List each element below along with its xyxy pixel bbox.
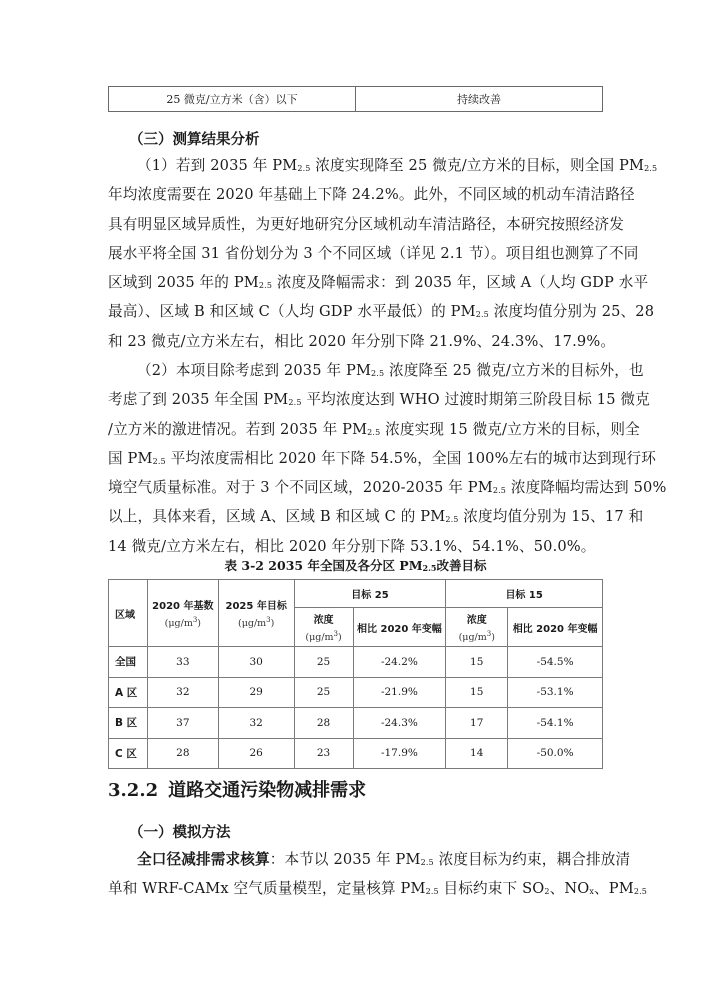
text-line xyxy=(108,297,655,326)
unit-label: $(\mu g/m^3)$ xyxy=(164,615,202,630)
header-goal-15: 目标 15 xyxy=(446,580,603,608)
cell-goal25-change: -24.3% xyxy=(353,708,446,739)
header-region: 区域 xyxy=(109,580,148,647)
cell-region: B 区 xyxy=(109,708,148,739)
subscript: 2.5 xyxy=(367,427,381,437)
unit-label: $(\mu g/m^3)$ xyxy=(238,615,275,630)
header-concentration-label: 浓度 xyxy=(313,614,334,626)
text-line xyxy=(108,210,625,239)
cell-goal15-change: -54.1% xyxy=(508,708,603,739)
requirement-cell: 持续改善 xyxy=(355,87,602,111)
subscript: 2.5 xyxy=(420,858,434,867)
text-run: 单和 WRF-CAMx 空气质量模型，定量核算 PM xyxy=(108,880,426,898)
cell-goal15-change: -54.5% xyxy=(508,647,603,678)
text-line xyxy=(108,385,650,414)
text-run: 考虑了到 2035 年全国 PM xyxy=(108,391,289,409)
subscript: 2.5 xyxy=(371,369,385,378)
subscript: 2.5 xyxy=(297,164,311,173)
subscript: 2.5 xyxy=(633,887,648,897)
text-line xyxy=(108,151,658,180)
text-run: 浓度均值分别为 25、28 xyxy=(488,303,655,321)
subscript: 2.5 xyxy=(288,398,302,408)
text-run: 年均浓度需要在 2020 年基础上下降 24.2%。此外，不同区域的机动车清洁路径 xyxy=(108,186,635,204)
header-goal15-concentration xyxy=(446,608,508,647)
cell-target-2025: 26 xyxy=(218,738,294,769)
header-goal-25: 目标 25 xyxy=(294,580,446,608)
text-run: /立方米的激进情况。若到 2035 年 PM xyxy=(108,420,368,438)
cell-goal25-change: -24.2% xyxy=(353,647,446,678)
unit-label: $(\mu g/m^3)$ xyxy=(458,629,495,644)
text-line xyxy=(108,502,644,531)
cell-base-2020: 37 xyxy=(147,708,218,739)
bold-lead-term: 全口径减排需求核算 xyxy=(137,851,270,868)
cell-goal15-concentration: 14 xyxy=(446,738,508,769)
subscript: 2.5 xyxy=(644,164,658,173)
cell-region: C 区 xyxy=(109,738,148,769)
text-run: 浓度降至 25 微克/立方米的目标外，也 xyxy=(384,362,644,379)
text-line xyxy=(108,874,648,903)
text-run: 浓度均值分别为 15、17 和 xyxy=(458,508,644,526)
cell-target-2025: 32 xyxy=(218,708,294,739)
cell-goal15-change: -50.0% xyxy=(508,738,603,769)
text-run: 和 23 微克/立方米左右，相比 2020 年分别下降 21.9%、24.3%、17.9%。 xyxy=(108,332,616,350)
text-run: 浓度目标为约束，耦合排放清 xyxy=(433,851,631,868)
text-line xyxy=(108,444,657,473)
header-goal15-change: 相比 2020 年变幅 xyxy=(508,608,603,647)
text-line xyxy=(108,473,667,502)
subscript: 2.5 xyxy=(492,486,507,496)
text-run: 境空气质量标准。对于 3 个不同区域，2020-2035 年 PM xyxy=(108,479,493,497)
cell-goal25-concentration: 25 xyxy=(294,647,353,678)
subscript: 2.5 xyxy=(475,310,489,320)
threshold-cell: 25 微克/立方米（含）以下 xyxy=(166,93,298,106)
text-run: 、PM xyxy=(594,880,634,898)
cell-base-2020: 28 xyxy=(147,738,218,769)
unit-label: $(\mu g/m^3)$ xyxy=(305,629,342,644)
text-run: 浓度实现降至 25 微克/立方米的目标，则全国 PM xyxy=(310,157,645,174)
cell-goal25-concentration: 25 xyxy=(294,677,353,708)
text-run: 目标约束下 SO xyxy=(438,880,545,898)
text-run: 具有明显区域异质性，为更好地研究分区域机动车清洁路径，本研究按照经济发 xyxy=(108,215,625,233)
cell-target-2025: 29 xyxy=(218,677,294,708)
cell-base-2020: 33 xyxy=(147,647,218,678)
pm25-targets-table xyxy=(108,579,603,769)
cell-goal15-concentration: 15 xyxy=(446,677,508,708)
cell-goal15-concentration: 15 xyxy=(446,647,508,678)
cell-goal25-change: -21.9% xyxy=(353,677,446,708)
table-caption xyxy=(108,556,603,574)
caption-prefix: 表 3-2 2035 年全国及各分区 PM xyxy=(224,558,423,573)
subscript: 2.5 xyxy=(152,456,166,466)
subscript: 2 xyxy=(544,887,550,897)
subscript: 2.5 xyxy=(445,515,459,525)
text-line xyxy=(108,327,616,356)
paragraph-emission-reduction xyxy=(108,845,648,904)
table-row xyxy=(109,677,603,708)
cell-target-2025: 30 xyxy=(218,647,294,678)
table-row xyxy=(109,738,603,769)
header-concentration-label: 浓度 xyxy=(466,614,487,626)
paragraph-results-15-target xyxy=(108,356,667,561)
table-row xyxy=(109,647,603,678)
text-line xyxy=(108,268,649,297)
text-run: 浓度及降幅需求：到 2035 年，区域 A（人均 GDP 水平 xyxy=(272,274,649,292)
text-run: 展水平将全国 31 省份划分为 3 个不同区域（详见 2.1 节）。项目组也测算了不同 xyxy=(108,244,639,262)
header-target-2025 xyxy=(218,580,294,647)
text-run: （1）若到 2035 年 PM xyxy=(137,157,298,174)
caption-suffix: 改善目标 xyxy=(436,558,487,573)
subsection-heading-results-analysis: （三）测算结果分析 xyxy=(129,132,260,148)
text-run: 以上，具体来看，区域 A、区域 B 和区域 C 的 PM xyxy=(108,508,446,526)
subscript: 2.5 xyxy=(258,281,273,291)
header-base-2020 xyxy=(147,580,218,647)
section-heading xyxy=(108,776,366,802)
subscript: 2.5 xyxy=(425,887,439,897)
text-run: 浓度降幅均需达到 50% xyxy=(506,479,667,497)
text-run: 平均浓度达到 WHO 过渡时期第三阶段目标 15 微克 xyxy=(301,391,650,409)
table-row xyxy=(109,708,603,739)
cell-goal25-concentration: 23 xyxy=(294,738,353,769)
header-target-2025-label: 2025 年目标 xyxy=(225,600,287,612)
text-line xyxy=(108,845,631,874)
cell-goal25-change: -17.9% xyxy=(353,738,446,769)
caption-subscript: 2.5 xyxy=(422,563,437,573)
header-goal25-concentration xyxy=(294,608,353,647)
standards-table-last-row xyxy=(108,86,603,112)
subsection-heading-simulation-method: （一）模拟方法 xyxy=(129,825,231,841)
text-run: 区域到 2035 年的 PM xyxy=(108,274,259,292)
cell-goal25-concentration: 28 xyxy=(294,708,353,739)
paragraph-results-25-target xyxy=(108,151,658,356)
header-goal25-change: 相比 2020 年变幅 xyxy=(353,608,446,647)
text-run: 平均浓度需相比 2020 年下降 54.5%，全国 100%左右的城市达到现行环 xyxy=(165,449,657,467)
text-run: ：本节以 2035 年 PM xyxy=(269,851,421,868)
text-line xyxy=(108,239,639,268)
section-number: 3.2.2 xyxy=(108,780,159,801)
text-line xyxy=(108,415,640,444)
cell-goal15-concentration: 17 xyxy=(446,708,508,739)
text-run: 最高）、区域 B 和区域 C（人均 GDP 水平最低）的 PM xyxy=(108,303,476,321)
text-line xyxy=(108,180,635,209)
cell-base-2020: 32 xyxy=(147,677,218,708)
text-run: 、NO xyxy=(549,880,590,898)
text-run: 浓度实现 15 微克/立方米的目标，则全 xyxy=(380,420,640,438)
header-base-2020-label: 2020 年基数 xyxy=(152,600,214,612)
subscript: x xyxy=(589,887,595,897)
text-run: 14 微克/立方米左右，相比 2020 年分别下降 53.1%、54.1%、50.0%。 xyxy=(108,537,596,555)
cell-region: 全国 xyxy=(109,647,148,678)
section-title: 道路交通污染物减排需求 xyxy=(168,780,367,801)
cell-region: A 区 xyxy=(109,677,148,708)
cell-goal15-change: -53.1% xyxy=(508,677,603,708)
text-run: （2）本项目除考虑到 2035 年 PM xyxy=(137,362,372,379)
text-line xyxy=(108,356,644,385)
text-run: 国 PM xyxy=(108,449,153,467)
